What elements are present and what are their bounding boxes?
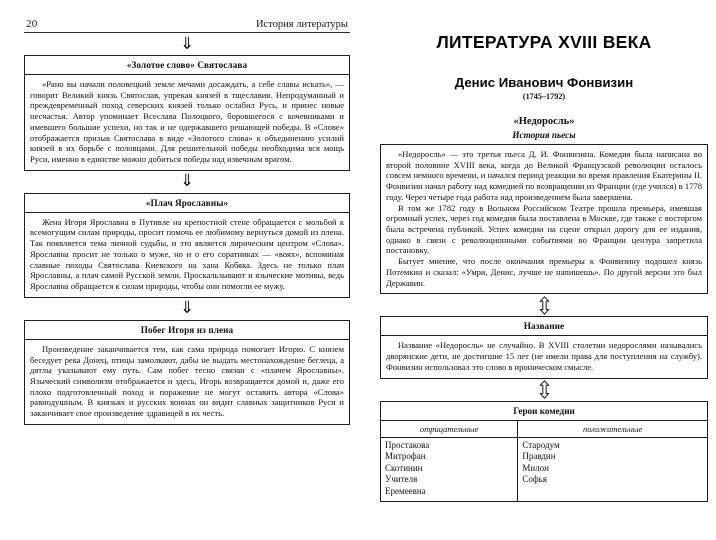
box-body [381, 145, 707, 293]
list-item [522, 486, 703, 498]
page-number: 20 [26, 18, 38, 30]
double-down-arrow-icon: ⇓ [179, 298, 195, 319]
paragraph: «Недоросль» — это третья пьеса Д. И. Фонвизина. Комедия была написана во второй половине XVIII века, когда до Великой Французской революции осталось совсем немного времени, и начался период реакции во время правления Екатерины II. Фонвизин начал работу над комедией по возвращении из Франции (где учился) в 1778 году. Через четыре года работа над произведением была завершена. [386, 149, 702, 202]
hollow-down-arrow-icon [539, 380, 550, 399]
heroes-table [380, 401, 708, 503]
list-item: Митрофан [385, 451, 426, 462]
paragraph: Бытует мнение, что после окончания премьеры к Фонвизину подошел князь Потемкин и сказал: «Умри, Денис, лучше не напишешь». По другой версии это был Державин. [386, 256, 702, 288]
content-box-plach-yaroslavny [24, 193, 350, 298]
paragraph: Жена Игоря Ярославна в Путивле на крепостной стене обращается с мольбой к всемогущим силам природы, просит помочь ее любимому вернуться домой из плена. Так появляется тема личной судьбы, и это является лирическим центром «Слова». Ярославна просит не только о муже, но и о его соратниках — «воях», вспоминая славные походы Святослава Киевского на хана Кобяка. Здесь не только плач Ярославны, а плач самой Русской земли. Проскальзывают и языческие мотивы, ведь Ярославна обращается к силам природы, чтобы они помогли ее мужу. [30, 216, 344, 292]
author-life-years: (1745–1792) [522, 92, 566, 101]
table-row [381, 437, 708, 502]
list-item: Еремеевна [385, 485, 426, 496]
list-item: Милон [522, 462, 549, 473]
list-item: Простакова [385, 439, 430, 450]
arrow-connector-3 [24, 298, 350, 320]
chapter-title: ЛИТЕРАТУРА XVIII ВЕКА [436, 32, 652, 52]
paragraph: Название «Недоросль» не случайно. В XVIII столетии недорослями назывались дворянские дети, не достигшие 15 лет (не имели права для поступления на службу). Фонвизин использовал это слово в ироническом смысле. [386, 340, 702, 372]
content-box-istoriya-pesy [380, 144, 708, 294]
work-title: «Недоросль» [513, 116, 575, 127]
box-body [25, 213, 349, 297]
list-item: Скотинин [385, 462, 423, 473]
list-item: Учителя [385, 474, 418, 485]
column-header-positive: положительные [518, 420, 708, 437]
arrow-connector-5 [380, 379, 708, 401]
paragraph: В том же 1782 году в Вольном Российском Театре прошла премьера, имевшая огромный успех, через год комедия была поставлена в Москве, где также с восторгом была встречена публикой. Успех комедии на сцене открыл дорогу для ее издания, однако в связи с революционными событиями во Франции цензура запретила постановку. [386, 202, 702, 256]
arrow-connector-1 [24, 33, 350, 55]
double-down-arrow-icon: ⇓ [179, 171, 195, 192]
hollow-down-arrow-icon [539, 296, 550, 315]
box-title: «Плач Ярославны» [25, 194, 349, 213]
box-title: Побег Игоря из плена [25, 321, 349, 340]
paragraph: Произведение заканчивается тем, как сама природа помогает Игорю. С князем беседует река Донец, птицы замолкают, дабы не выдать местонахождение беглеца, а дятлы указывают ему путь. Сам побег тесно связан с «плачем Ярославны». Языческий символизм отображается и здесь, Игорь возвращается домой и, даже его плохо подготовленный поход и поражение не могут оставить автора «Слова» равнодушным. В князьях и русских воинах он видит славных защитников Руси и заканчивает свое произведение здравицей в их честь. [30, 343, 344, 419]
column-header-negative: отрицательные [381, 420, 518, 437]
list-item: Софья [522, 474, 547, 485]
box-body [25, 340, 349, 424]
author-name: Денис Иванович Фонвизин [454, 75, 634, 90]
arrow-connector-2 [24, 171, 350, 193]
list-item: Стародум [522, 439, 560, 450]
arrow-connector-4 [380, 294, 708, 316]
running-title: История литературы [255, 19, 348, 30]
right-page [368, 0, 716, 540]
content-box-pobeg-igorya [24, 320, 350, 425]
box-title: «Золотое слово» Святослава [25, 56, 349, 75]
content-box-zolotoe-slovo [24, 55, 350, 171]
box-body [381, 336, 707, 377]
cell-negative-characters [381, 437, 518, 502]
cell-positive-characters [518, 437, 708, 502]
table-title: Герои комедии [381, 401, 708, 420]
paragraph: «Рано вы начали половецкий земле мечами досаждать, а себе славы искать», — говорит Великий князь Святослав, упрекая князей в тщеславия. Непродуманный и преждевременный поход северских князей только ослабил Русь, и принес новые несчастья. Автор упоминает Всеслава Полоцкого, боровшегося с кочевниками и имевшего большие успехи, но так и не одержавшего решающей победы. В «Слове» отображается призыв Святослава в виде «Золотого слова» к объединению усилий князей в их борьбе с половцами. Для решительной победы необходима вся мощь Руси, именно в единстве можно добиться победы над извечным врагом. [30, 79, 344, 165]
box-body [25, 75, 349, 170]
double-down-arrow-icon: ⇓ [179, 33, 195, 54]
content-box-nazvanie [380, 316, 708, 378]
table-row-title [381, 401, 708, 420]
box-title: Название [381, 317, 707, 336]
table-row-columns [381, 420, 708, 437]
list-item: Правдин [522, 451, 556, 462]
running-head [24, 18, 350, 33]
work-subtitle: История пьесы [512, 130, 576, 140]
